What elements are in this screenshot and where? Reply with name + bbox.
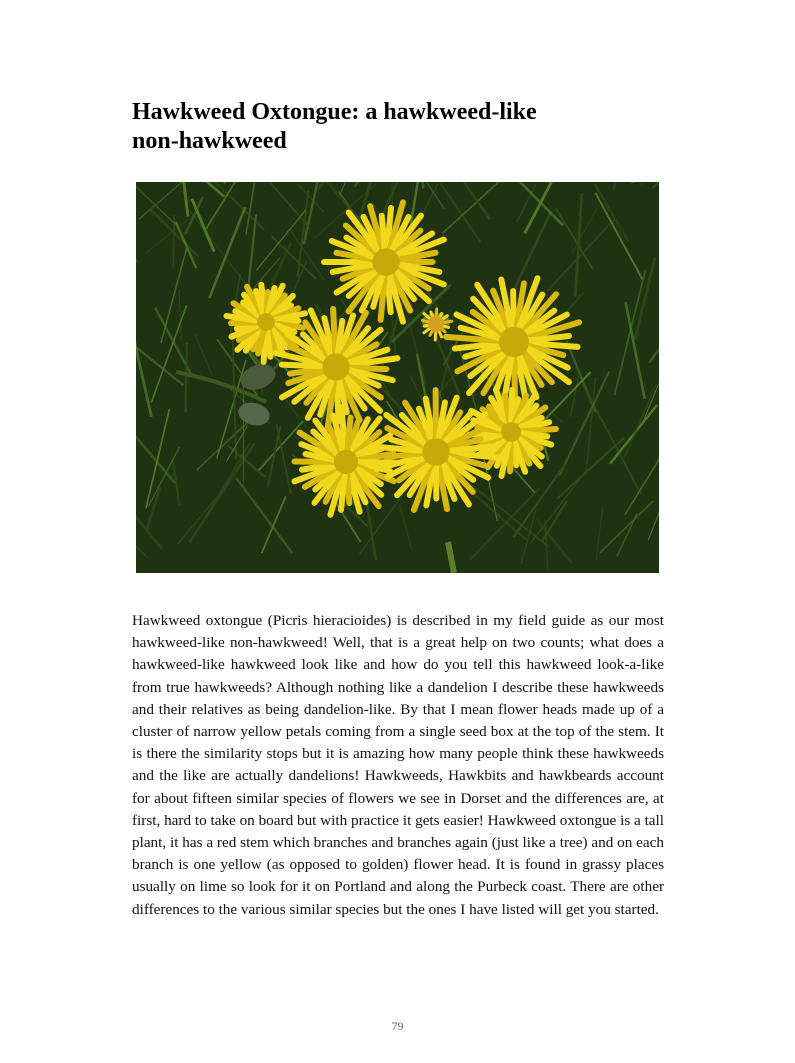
body-paragraph: Hawkweed oxtongue (Picris hieracioides) is described in my field guide as our most hawkweed-like non-hawkweed! Well, that is a great help on two counts; what does a hawkweed-like hawkweed look like and how do you tell this hawkweed look-a-like from true hawkweeds? Although nothing like a dandelion I describe these hawkweeds and their relatives as being dandelion-like. By that I mean flower heads made up of a cluster of narrow yellow petals coming from a single seed box at the top of the stem. It is there the similarity stops but it is amazing how many people think these hawkweeds and the like are actually dandelions! Hawkweeds, Hawkbits and hawkbeards account for about fifteen similar species of flowers we see in Dorset and the differences are, at first, hard to take on board but with practice it gets easier! Hawkweed oxtongue is a tall plant, it has a red stem which branches and branches again (just like a tree) and on each branch is one yellow (as opposed to golden) flower head. It is found in grassy places usually on lime so look for it on Portland and along the Purbeck coast. There are other differences to the various similar species but the ones I have listed will get you started.	[132, 612, 664, 918]
title-line-2: non-hawkweed	[132, 128, 287, 154]
flower-illustration	[136, 182, 659, 573]
page-number: 79	[391, 1019, 404, 1033]
title-line-1: Hawkweed Oxtongue: a hawkweed-like	[132, 99, 537, 125]
page-title	[132, 98, 672, 156]
hawkweed-oxtongue-photo	[136, 182, 659, 573]
